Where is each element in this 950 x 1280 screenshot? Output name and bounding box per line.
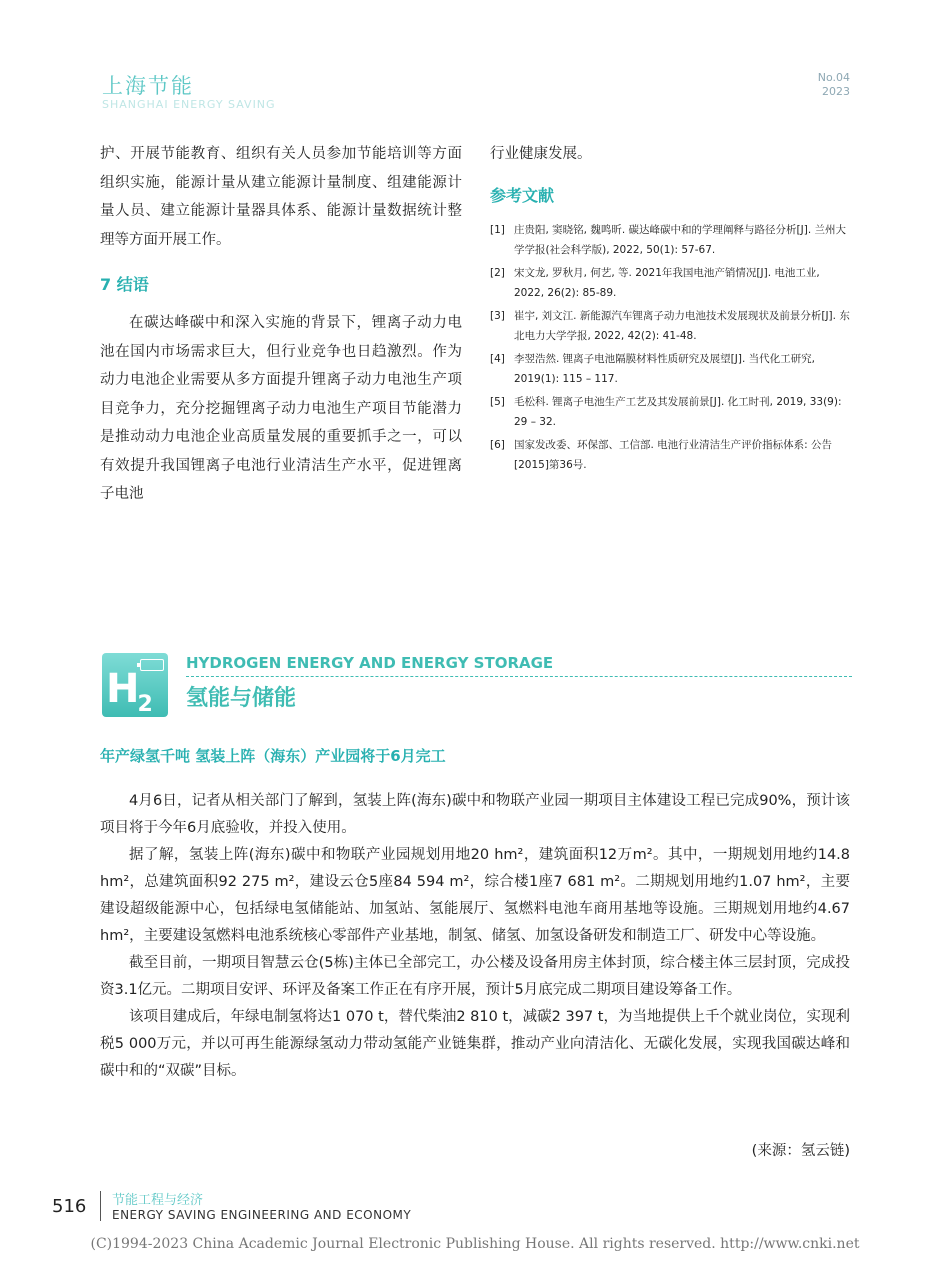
paragraph-end: 行业健康发展。 <box>490 146 592 162</box>
conclusion-paragraph: 在碳达峰碳中和深入实施的背景下，锂离子动力电池在国内市场需求巨大，但行业竞争也日趋激烈。作为动力电池企业需要从多方面提升锂离子动力电池生产项目竞争力，充分挖掘锂离子动力电池生产项目节能潜力是推动动力电池企业高质量发展的重要抓手之一，可以有效提升我国锂离子电池行业清洁生产水平，促进锂离子电池 <box>100 315 462 502</box>
issue-number: No.04 <box>817 71 850 84</box>
paragraph-continuation: 护、开展节能教育、组织有关人员参加节能培训等方面组织实施，能源计量从建立能源计量制度、组建能源计量人员、建立能源计量器具体系、能源计量数据统计整理等方面开展工作。 <box>100 146 462 248</box>
journal-subtitle: SHANGHAI ENERGY SAVING <box>102 98 276 111</box>
issue-year: 2023 <box>822 85 850 98</box>
section-heading: 7 结语 <box>100 275 149 294</box>
left-column <box>100 140 462 509</box>
footer-journal-chinese: 节能工程与经济 <box>112 1193 204 1208</box>
footer-divider <box>100 1191 101 1221</box>
section-banner-chinese: 氢能与储能 <box>186 686 297 711</box>
journal-title: 上海节能 <box>102 74 194 98</box>
copyright-notice: (C)1994-2023 China Academic Journal Electronic Publishing House. All rights reserved. http://www.cnki.net <box>90 1236 860 1252</box>
article-source: (来源：氢云链) <box>751 1143 850 1159</box>
reference-item: [2] 宋文龙, 罗秋月, 何艺, 等. 2021年我国电池产销情况[J]. 电池工业, 2022, 26(2): 85-89. <box>490 266 820 299</box>
references-heading: 参考文献 <box>490 185 555 205</box>
article-paragraph: 4月6日，记者从相关部门了解到，氢装上阵(海东)碳中和物联产业园一期项目主体建设工程已完成90%，预计该项目将于今年6月底验收，并投入使用。 <box>100 793 850 836</box>
article-paragraph: 截至目前，一期项目智慧云仓(5栋)主体已全部完工，办公楼及设备用房主体封顶，综合楼主体三层封顶，完成投资3.1亿元。二期项目安评、环评及备案工作正在有序开展，预计5月底完成二期项目建设筹备工作。 <box>100 955 850 998</box>
article-body <box>100 788 850 1085</box>
article-paragraph: 据了解，氢装上阵(海东)碳中和物联产业园规划用地20 hm²，建筑面积12万m²。其中，一期规划用地约14.8 hm²，总建筑面积92 275 m²，建设云仓5座84 594 m²，综合楼1座7 681 m²。二期规划用地约1.07 hm²，主要建设超级能源中心，包括绿电氢储能站、加氢站、氢能展厅、氢燃料电池车商用基地等设施。三期规划用地约4.67 hm²，主要建设氢燃料电池系统核心零部件产业基地，制氢、储氢、加氢设备研发和制造工厂、研发中心等设施。 <box>100 847 850 944</box>
h2-logo-text: $H_2$ <box>106 666 151 717</box>
article-title: 年产绿氢千吨 氢装上阵（海东）产业园将于6月完工 <box>100 747 446 765</box>
article-paragraph: 该项目建成后，年绿电制氢将达1 070 t，替代柴油2 810 t，减碳2 397 t，为当地提供上千个就业岗位，实现利税5 000万元，并以可再生能源绿氢动力带动氢能产业链集群，推动产业向清洁化、无碳化发展，实现我国碳达峰和碳中和的“双碳”目标。 <box>100 1009 850 1079</box>
footer-journal-english: ENERGY SAVING ENGINEERING AND ECONOMY <box>112 1208 412 1222</box>
reference-item: [5] 毛松科. 锂离子电池生产工艺及其发展前景[J]. 化工时刊, 2019, 33(9): 29 – 32. <box>490 395 842 428</box>
section-banner-english: HYDROGEN ENERGY AND ENERGY STORAGE <box>186 654 554 672</box>
banner-divider <box>186 676 852 677</box>
right-column <box>490 140 852 478</box>
reference-item: [4] 李翌浩然. 锂离子电池隔膜材料性质研究及展望[J]. 当代化工研究, 2019(1): 115 – 117. <box>490 352 815 385</box>
reference-item: [3] 崔宇, 刘文江. 新能源汽车锂离子动力电池技术发展现状及前景分析[J]. 东北电力大学学报, 2022, 42(2): 41-48. <box>490 309 850 342</box>
references-list <box>490 220 852 475</box>
reference-item: [1] 庄贵阳, 窦晓铭, 魏鸣昕. 碳达峰碳中和的学理阐释与路径分析[J]. 兰州大学学报(社会科学版), 2022, 50(1): 57-67. <box>490 223 846 256</box>
reference-item: [6] 国家发改委、环保部、工信部. 电池行业清洁生产评价指标体系: 公告[2015]第36号. <box>490 438 833 471</box>
page-number: 516 <box>52 1196 87 1217</box>
